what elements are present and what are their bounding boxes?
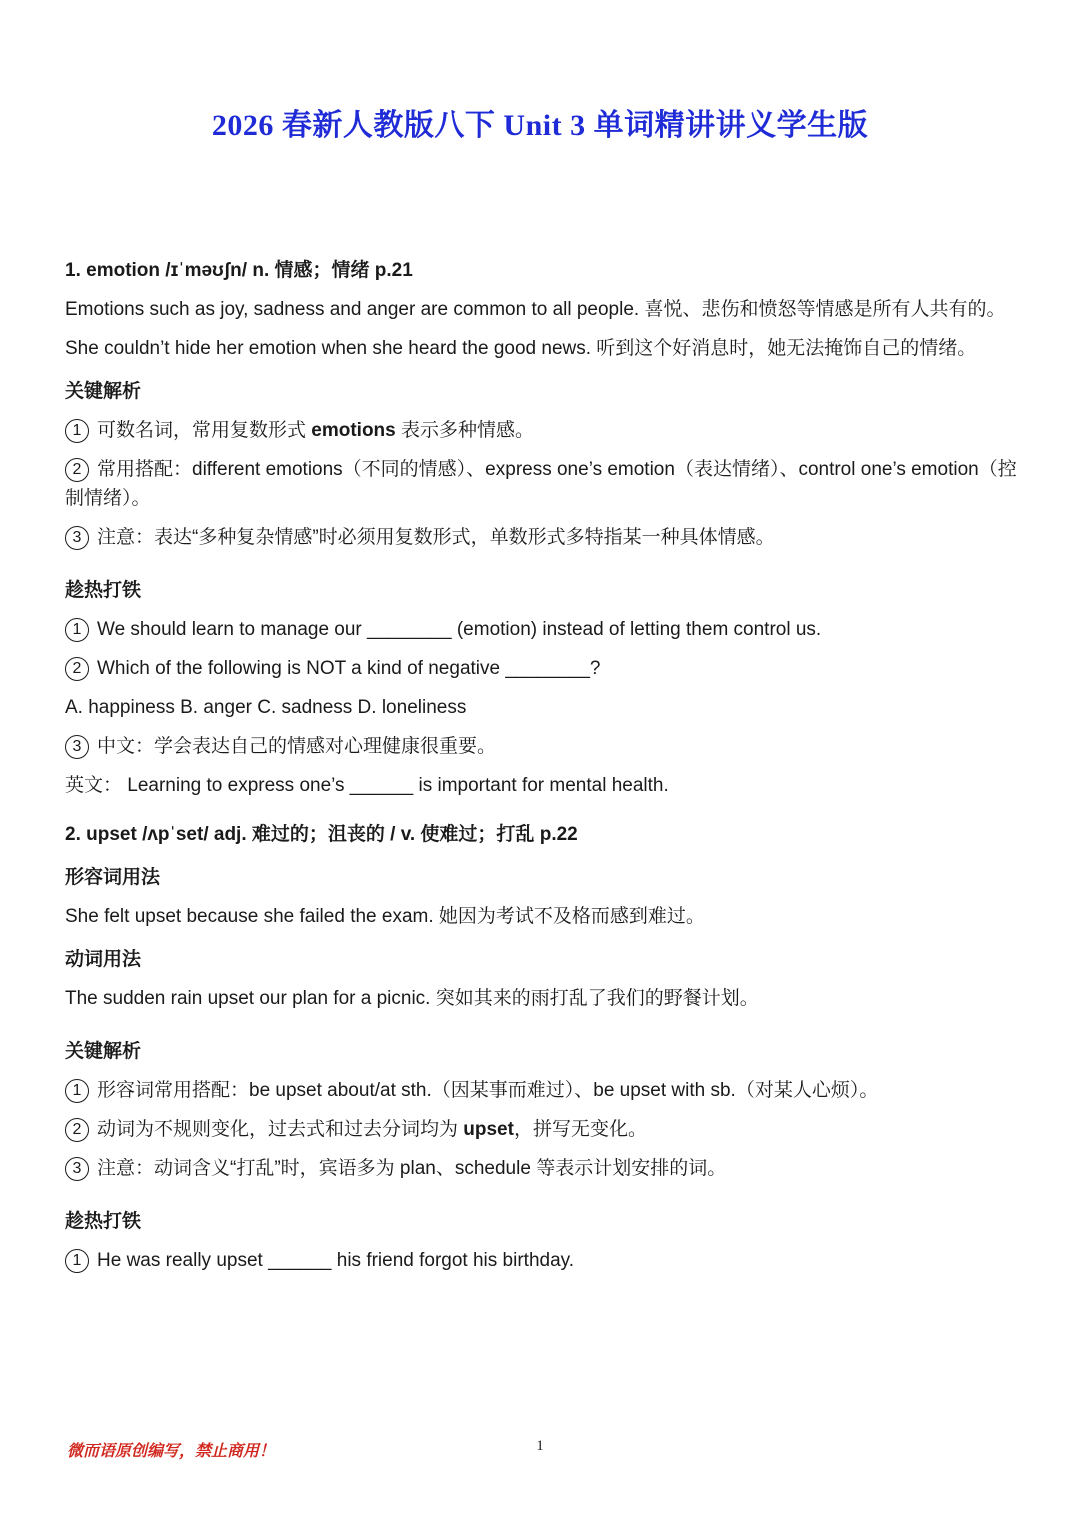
page-content xyxy=(65,256,1020,1285)
section-heading-analysis: 关键解析 xyxy=(65,381,142,402)
practice-item: 2 Which of the following is NOT a kind of negative ________? xyxy=(65,654,1020,683)
section-heading-adjective: 形容词用法 xyxy=(65,867,161,888)
example-sentence: The sudden rain upset our plan for a picnic. 突如其来的雨打乱了我们的野餐计划。 xyxy=(65,988,759,1009)
circled-number: 2 xyxy=(65,1118,89,1142)
analysis-item: 2 常用搭配：different emotions（不同的情感）、express one’s emotion（表达情绪）、control one’s emotion（控制情绪）。 xyxy=(65,459,1017,509)
analysis-item: 3 注意：动词含义“打乱”时，宾语多为 plan、schedule 等表示计划安排的词。 xyxy=(65,1154,1020,1183)
entry-heading-emotion: 1. emotion /ɪˈməʊʃn/ n. 情感；情绪 p.21 xyxy=(65,260,413,281)
circled-number: 2 xyxy=(65,657,89,681)
entry-heading-upset: 2. upset /ʌpˈset/ adj. 难过的；沮丧的 / v. 使难过；打乱 p.22 xyxy=(65,824,578,845)
copyright-note: 微而语原创编写，禁止商用！ xyxy=(67,1443,276,1460)
page-number: 1 xyxy=(536,1438,544,1454)
practice-item: 3 中文：学会表达自己的情感对心理健康很重要。 xyxy=(65,732,1020,761)
translation-line: 英文： Learning to express one’s ______ is important for mental health. xyxy=(65,775,669,796)
circled-number: 3 xyxy=(65,735,89,759)
answer-options: A. happiness B. anger C. sadness D. loneliness xyxy=(65,697,467,718)
analysis-item: 3 注意：表达“多种复杂情感”时必须用复数形式，单数形式多特指某一种具体情感。 xyxy=(65,523,1020,552)
circled-number: 2 xyxy=(65,458,89,482)
example-sentence: She couldn’t hide her emotion when she heard the good news. 听到这个好消息时，她无法掩饰自己的情绪。 xyxy=(65,338,977,359)
section-heading-practice: 趁热打铁 xyxy=(65,580,142,601)
circled-number: 3 xyxy=(65,526,89,550)
circled-number: 1 xyxy=(65,1249,89,1273)
practice-item: 1 He was really upset ______ his friend forgot his birthday. xyxy=(65,1246,1020,1275)
section-heading-verb: 动词用法 xyxy=(65,949,142,970)
example-sentence: Emotions such as joy, sadness and anger are common to all people. 喜悦、悲伤和愤怒等情感是所有人共有的。 xyxy=(65,299,1006,320)
example-sentence: She felt upset because she failed the exam. 她因为考试不及格而感到难过。 xyxy=(65,906,705,927)
section-heading-practice: 趁热打铁 xyxy=(65,1211,142,1232)
analysis-item: 2 动词为不规则变化，过去式和过去分词均为 upset，拼写无变化。 xyxy=(65,1115,1020,1144)
section-heading-analysis: 关键解析 xyxy=(65,1041,142,1062)
circled-number: 1 xyxy=(65,618,89,642)
practice-item: 1 We should learn to manage our ________ (emotion) instead of letting them control us. xyxy=(65,615,1020,644)
circled-number: 1 xyxy=(65,1079,89,1103)
circled-number: 3 xyxy=(65,1157,89,1181)
circled-number: 1 xyxy=(65,419,89,443)
analysis-item: 1 可数名词，常用复数形式 emotions 表示多种情感。 xyxy=(65,416,1020,445)
analysis-item: 1 形容词常用搭配：be upset about/at sth.（因某事而难过）、be upset with sb.（对某人心烦）。 xyxy=(65,1076,1020,1105)
page-title: 2026 春新人教版八下 Unit 3 单词精讲讲义学生版 xyxy=(211,109,869,142)
